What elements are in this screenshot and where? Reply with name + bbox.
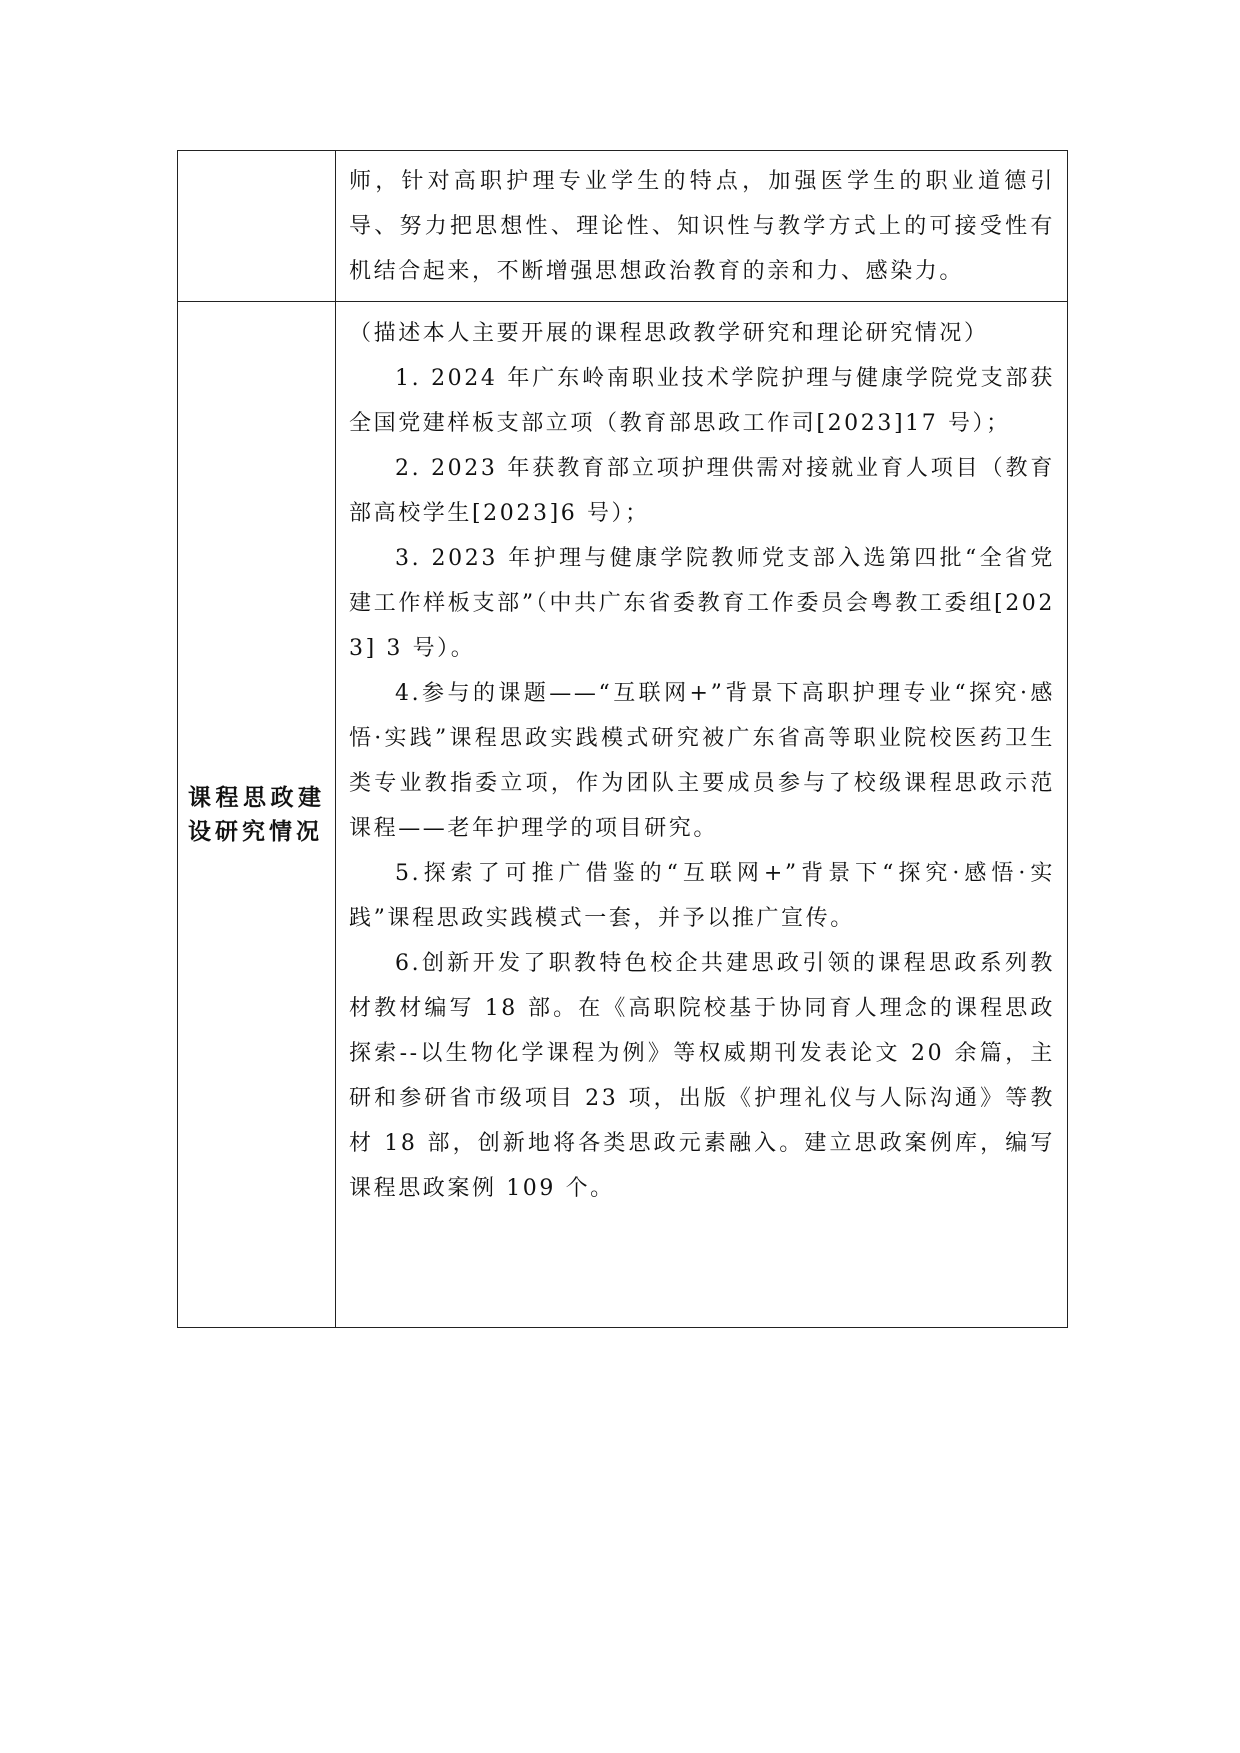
research-item-5: 5.探索了可推广借鉴的“互联网+”背景下“探究·感悟·实践”课程思政实践模式一套，并予以推广宣传。 [349,861,1055,931]
research-item-1: 1. 2024 年广东岭南职业技术学院护理与健康学院党支部获全国党建样板支部立项（教育部思政工作司[2023]17 号）； [349,366,1055,436]
row-label-cell [178,151,336,302]
table-row [178,151,1068,302]
research-section-label: 课程思政建设研究情况 [188,784,325,845]
research-item-4: 4.参与的课题——“互联网+”背景下高职护理专业“探究·感悟·实践”课程思政实践模式研究被广东省高等职业院校医药卫生类专业教指委立项，作为团队主要成员参与了校级课程思政示范课程——老年护理学的项目研究。 [349,681,1055,841]
row-label-cell [178,302,336,1328]
research-item-3: 3. 2023 年护理与健康学院教师党支部入选第四批“全省党建工作样板支部”（中共广东省委教育工作委员会粤教工委组[2023] 3 号）。 [349,546,1055,661]
row-content-cell [336,151,1068,302]
continued-paragraph: 师，针对高职护理专业学生的特点，加强医学生的职业道德引导、努力把思想性、理论性、知识性与教学方式上的可接受性有机结合起来，不断增强思想政治教育的亲和力、感染力。 [349,169,1055,284]
research-item-6: 6.创新开发了职教特色校企共建思政引领的课程思政系列教材教材编写 18 部。在《高职院校基于协同育人理念的课程思政探索--以生物化学课程为例》等权威期刊发表论文 20 余篇，主研和参研省市级项目 23 项，出版《护理礼仪与人际沟通》等教材 18 部，创新地将各类思政元素融入。建立思政案例库，编写课程思政案例 109 个。 [349,951,1055,1201]
table-row [178,302,1068,1328]
document-table [177,150,1068,1328]
section-instructions: （描述本人主要开展的课程思政教学研究和理论研究情况） [349,321,989,346]
research-item-2: 2. 2023 年获教育部立项护理供需对接就业育人项目（教育部高校学生[2023]6 号）； [349,456,1055,526]
row-content-cell [336,302,1068,1328]
